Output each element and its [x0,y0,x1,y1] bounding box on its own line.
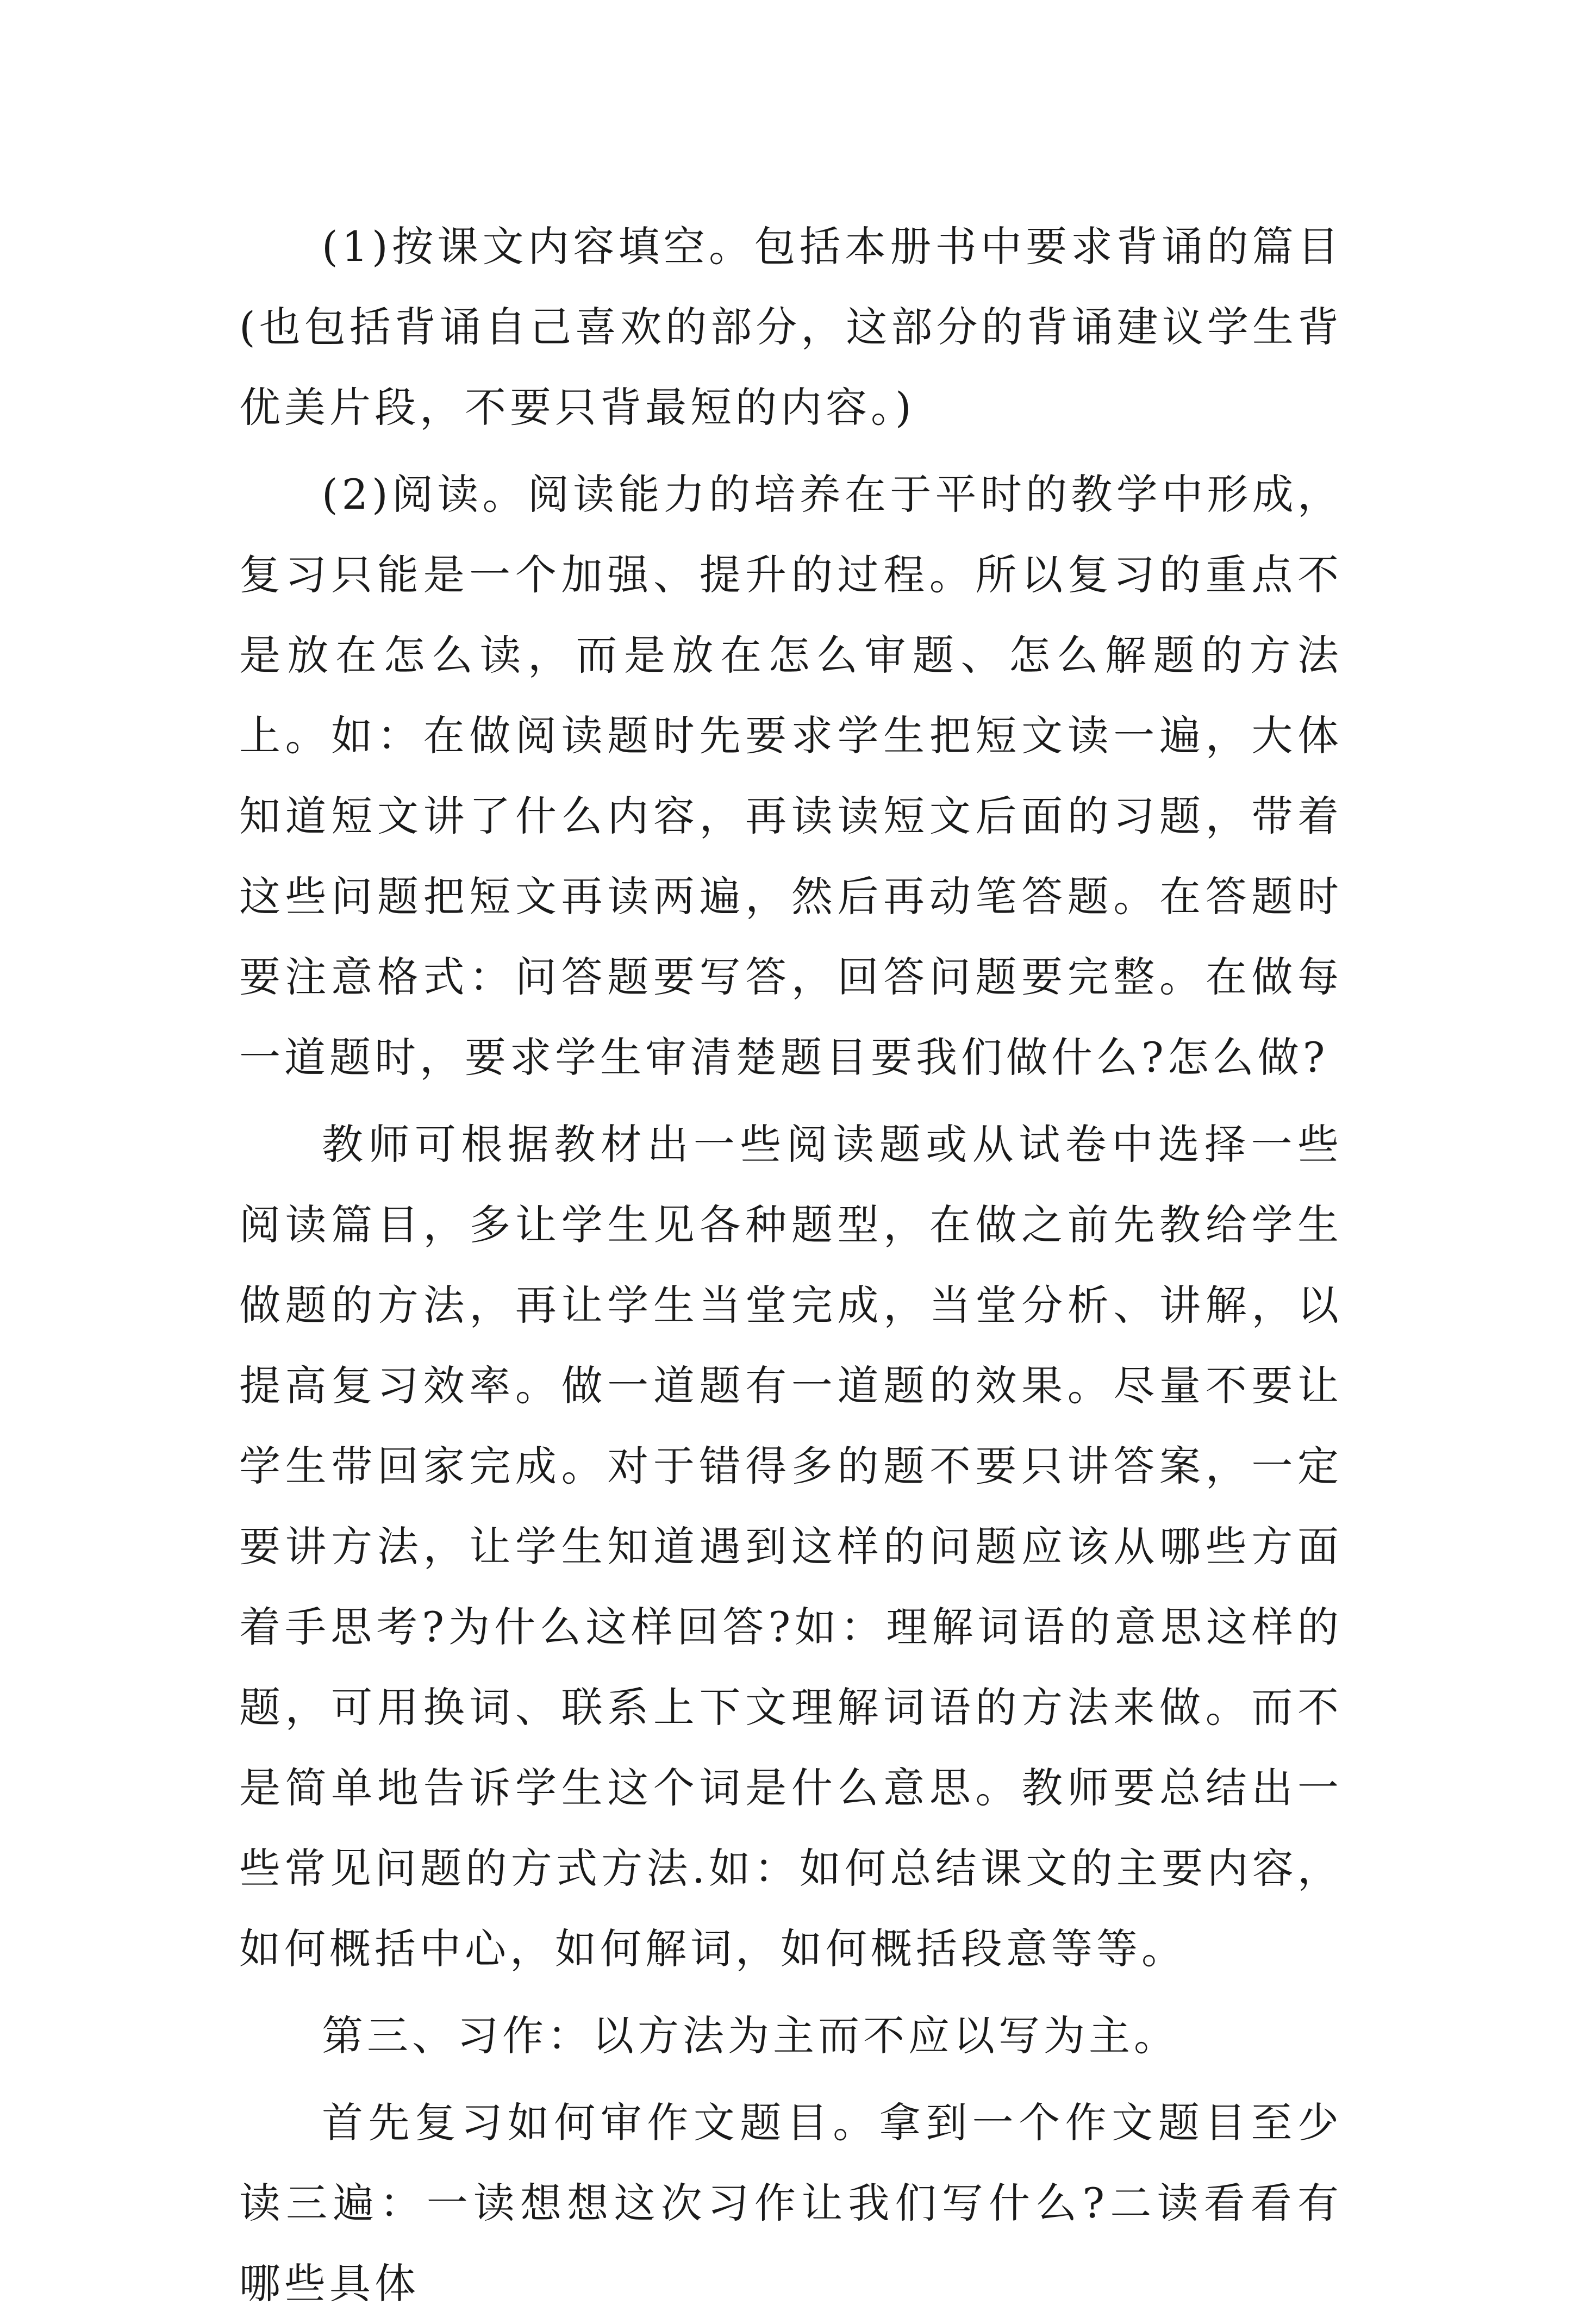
paragraph-essay-topic-review: 首先复习如何审作文题目。拿到一个作文题目至少读三遍：一读想想这次习作让我们写什么?二读看看有哪些具体 [239,2098,1343,2308]
paragraph-reading: (2)阅读。阅读能力的培养在于平时的教学中形成，复习只能是一个加强、提升的过程。所以复习的重点不是放在怎么读，而是放在怎么审题、怎么解题的方法上。如：在做阅读题时先要求学生把短文读一遍，大体知道短文讲了什么内容，再读读短文后面的习题，带着这些问题把短文再读两遍，然后再动笔答题。在答题时要注意格式：问答题要写答，回答问题要完整。在做每一道题时，要求学生审清楚题目要我们做什么?怎么做? [239,470,1343,1082]
paragraph-teacher-reading-practice: 教师可根据教材出一些阅读题或从试卷中选择一些阅读篇目，多让学生见各种题型，在做之前先教给学生做题的方法，再让学生当堂完成，当堂分析、讲解，以提高复习效率。做一道题有一道题的效果。尽量不要让学生带回家完成。对于错得多的题不要只讲答案，一定要讲方法，让学生知道遇到这样的问题应该从哪些方面着手思考?为什么这样回答?如：理解词语的意思这样的题，可用换词、联系上下文理解词语的方法来做。而不是简单地告诉学生这个词是什么意思。教师要总结出一些常见问题的方式方法.如：如何总结课文的主要内容，如何概括中心，如何解词，如何概括段意等等。 [239,1120,1343,1973]
paragraph-writing-heading: 第三、习作：以方法为主而不应以写为主。 [322,2011,1179,2060]
document-body [239,207,1343,2324]
paragraph-recitation-fill-in: (1)按课文内容填空。包括本册书中要求背诵的篇目(也包括背诵自己喜欢的部分，这部分的背诵建议学生背优美片段，不要只背最短的内容。) [239,222,1343,432]
